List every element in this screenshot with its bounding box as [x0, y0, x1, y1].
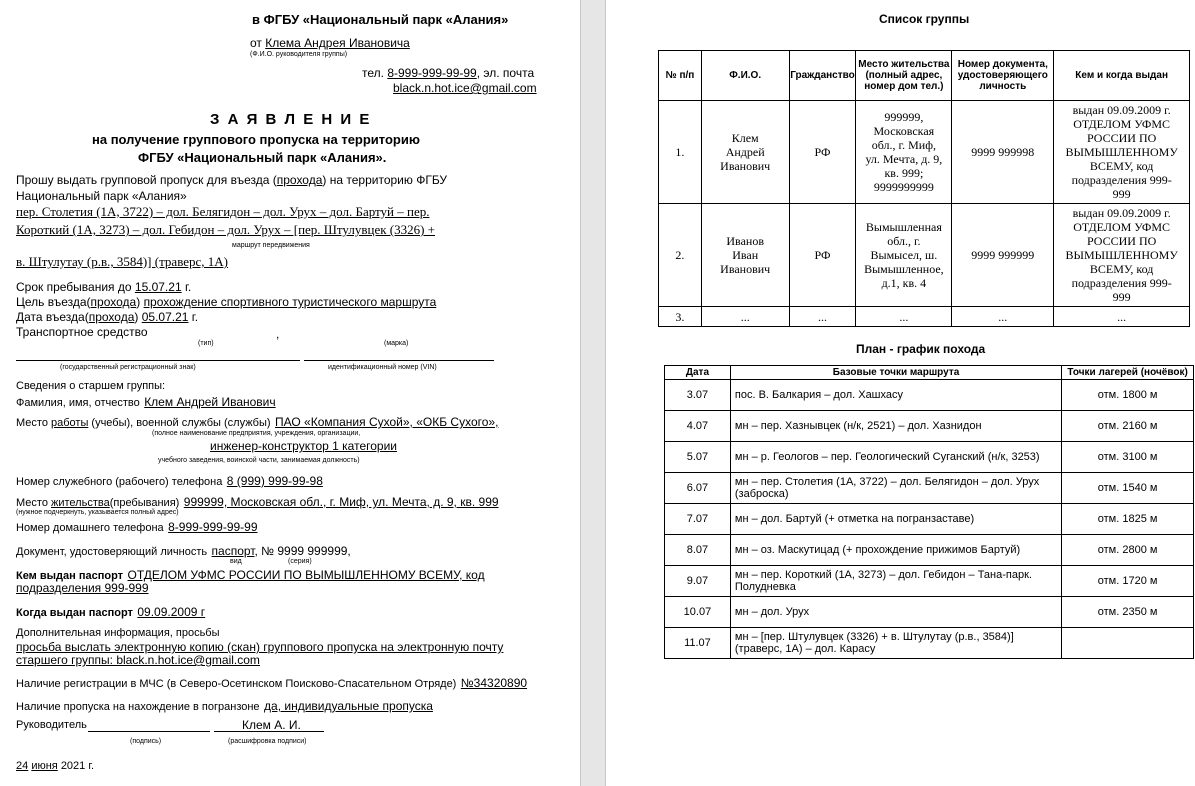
plan-route-cell: мн – [пер. Штулувцек (3326) + в. Штулутау (р.в., 3584)] (траверс, 1А) – дол. Карасу	[730, 628, 1061, 659]
route-caption: маршрут передвижения	[232, 242, 310, 249]
group-address-cell-line: Вымышленное,	[864, 262, 944, 276]
leader-info-label: Сведения о старшем группы:	[16, 380, 166, 392]
plan-camp-cell: отм. 1720 м	[1062, 566, 1194, 597]
group-address-cell-line: 9999999999	[873, 180, 934, 194]
group-issued-cell-line: ...	[1117, 309, 1127, 324]
plan-route-cell: мн – пер. Хазнывцек (н/к, 2521) – дол. Хазнидон	[730, 411, 1061, 442]
group-issued-cell-line: ОТДЕЛОМ УФМС	[1073, 117, 1171, 131]
group-address-cell-line: Московская	[873, 124, 935, 138]
vin-line	[304, 360, 494, 361]
home-phone-line: Номер домашнего телефона 8-999-999-99-99	[16, 520, 258, 534]
col-fio: Ф.И.О.	[701, 51, 789, 101]
col-address: Место жительства (полный адрес, номер дом тел.)	[856, 51, 952, 101]
group-issued-cell-line: РОССИИ ПО	[1086, 234, 1157, 248]
group-name-cell-line: Иванович	[720, 262, 771, 276]
work-line: Место работы (учебы), военной службы (службы) ПАО «Компания Сухой», «ОКБ Сухого»,	[16, 415, 499, 429]
plan-row	[665, 628, 1194, 659]
group-address-cell	[856, 307, 952, 327]
group-address-cell-line: 999999,	[884, 110, 924, 124]
plan-route-cell: мн – дол. Урух	[730, 597, 1061, 628]
work-caption-2: учебного заведения, воинской части, занимаемая должность)	[158, 457, 360, 464]
group-issued-cell-line: ВЫМЫШЛЕННОМУ	[1065, 248, 1178, 262]
doc-title: З А Я В Л Е Н И Е	[210, 111, 372, 128]
residence-line: Место жительства(пребывания) 999999, Московская обл., г. Миф, ул. Мечта, д. 9, кв. 999	[16, 495, 499, 509]
from-caption: (Ф.И.О. руководителя группы)	[250, 51, 348, 58]
route-line-3: в. Штулутау (р.в., 3584)] (траверс, 1А)	[16, 254, 229, 269]
route-line-1: пер. Столетия (1А, 3722) – дол. Белягидон – дол. Урух – дол. Бартуй – пер.	[16, 204, 430, 219]
reg-number-line	[16, 360, 300, 361]
plan-camp-cell	[1062, 628, 1194, 659]
plan-row	[665, 473, 1194, 504]
group-address-cell-line: ...	[899, 309, 909, 324]
signing-date: 24 июня 2021 г.	[16, 760, 95, 772]
group-address-cell-line: обл., г.	[887, 234, 921, 248]
group-name-cell	[701, 101, 789, 204]
signature-line	[88, 731, 210, 732]
head-name: Клем А. И.	[242, 718, 301, 732]
residence-value: 999999, Московская обл., г. Миф, ул. Мечта, д. 9, кв. 999	[183, 495, 499, 509]
transport-label: Транспортное средство	[16, 325, 148, 339]
plan-date-cell: 8.07	[665, 535, 731, 566]
plan-row	[665, 504, 1194, 535]
work-value: ПАО «Компания Сухой», «ОКБ Сухого»,	[275, 415, 499, 429]
plan-table	[664, 365, 1194, 659]
head-label: Руководитель	[16, 719, 87, 731]
tel-line: тел. 8-999-999-99-99, эл. почта	[362, 66, 535, 80]
plan-camp-cell: отм. 1825 м	[1062, 504, 1194, 535]
group-doc-cell: 9999 999999	[952, 204, 1054, 307]
col-doc: Номер документа, удостоверяющего личность	[952, 51, 1054, 101]
plan-route-cell: мн – оз. Маскутицад (+ прохождение прижимов Бартуй)	[730, 535, 1061, 566]
doc-series-caption: (серия)	[288, 558, 312, 565]
plan-camp-cell: отм. 2350 м	[1062, 597, 1194, 628]
group-issued-cell-line: ВЫМЫШЛЕННОМУ	[1065, 145, 1178, 159]
id-document-line: Документ, удостоверяющий личность паспорт, № 9999 999999,	[16, 544, 351, 558]
sign-caption: (подпись)	[130, 738, 162, 745]
group-name-cell-line: ...	[740, 309, 750, 324]
plan-title: План - график похода	[856, 342, 986, 356]
plan-camp-cell: отм. 2160 м	[1062, 411, 1194, 442]
plan-date-cell: 10.07	[665, 597, 731, 628]
extra-line-1: просьба выслать электронную копию (скан) группового пропуска на электронную почту	[16, 640, 504, 654]
work-caption-1: (полное наименование предприятия, учреждения, организации,	[152, 430, 361, 437]
group-address-cell-line: Вымысел, ш.	[870, 248, 938, 262]
group-issued-cell	[1054, 307, 1190, 327]
plan-col-date: Дата	[665, 366, 731, 380]
border-pass-line: Наличие пропуска на нахождение в погранзоне да, индивидуальные пропуска	[16, 699, 433, 713]
group-issued-cell-line: подразделения 999-	[1071, 276, 1172, 290]
plan-row	[665, 566, 1194, 597]
group-page	[606, 0, 1195, 786]
group-name-cell-line: Иванов	[726, 234, 764, 248]
group-issued-cell-line: 999	[1112, 187, 1131, 201]
decode-caption: (расшифровка подписи)	[228, 738, 307, 745]
plan-camp-cell: отм. 1800 м	[1062, 380, 1194, 411]
col-num: № п/п	[659, 51, 702, 101]
mchs-line: Наличие регистрации в МЧС (в Северо-Осетинском Поисково-Спасательном Отряде) №34320890	[16, 676, 528, 690]
group-issued-cell-line: выдан 09.09.2009 г.	[1072, 206, 1171, 220]
plan-date-cell: 7.07	[665, 504, 731, 535]
plan-col-route: Базовые точки маршрута	[730, 366, 1061, 380]
plan-route-cell: мн – пер. Столетия (1А, 3722) – дол. Белягидон – дол. Урух (заброска)	[730, 473, 1061, 504]
purpose-line: Цель въезда(прохода) прохождение спортивного туристического маршрута	[16, 295, 437, 309]
group-name-cell-line: Иван	[732, 248, 759, 262]
col-citizenship: Гражданство	[789, 51, 856, 101]
group-name-cell-line: Клем	[731, 131, 759, 145]
group-address-cell	[856, 101, 952, 204]
plan-date-cell: 5.07	[665, 442, 731, 473]
transport-comma: ,	[276, 327, 280, 341]
group-row	[659, 307, 1190, 327]
extra-line-2: старшего группы: black.n.hot.ice@gmail.com	[16, 653, 260, 667]
issued-when-line: Когда выдан паспорт 09.09.2009 г	[16, 605, 206, 619]
tel-value: 8-999-999-99-99	[387, 66, 477, 80]
doc-subtitle-2: ФГБУ «Национальный парк «Алания».	[138, 150, 387, 165]
plan-date-cell: 3.07	[665, 380, 731, 411]
plan-date-cell: 4.07	[665, 411, 731, 442]
residence-caption: (нужное подчеркнуть, указывается полный адрес)	[16, 509, 179, 516]
fio-line: Фамилия, имя, отчество Клем Андрей Иванович	[16, 395, 276, 409]
page-gap	[580, 0, 606, 786]
group-citizenship-cell: РФ	[789, 101, 856, 204]
brand-caption: (марка)	[384, 340, 409, 347]
issued-by-line-2: подразделения 999-999	[16, 581, 149, 595]
group-address-cell	[856, 204, 952, 307]
plan-camp-cell: отм. 3100 м	[1062, 442, 1194, 473]
from-name: Клема Андрея Ивановича	[265, 36, 410, 50]
group-name-cell	[701, 307, 789, 327]
header-to: в ФГБУ «Национальный парк «Алания»	[252, 12, 509, 27]
plan-table-header	[665, 366, 1194, 380]
fio-value: Клем Андрей Иванович	[144, 395, 276, 409]
group-issued-cell-line: РОССИИ ПО	[1086, 131, 1157, 145]
group-address-cell-line: кв. 999;	[884, 166, 924, 180]
type-caption: (тип)	[198, 340, 214, 347]
plan-camp-cell: отм. 2800 м	[1062, 535, 1194, 566]
position-value: инженер-конструктор 1 категории	[210, 439, 397, 453]
group-issued-cell-line: ОТДЕЛОМ УФМС	[1073, 220, 1171, 234]
plan-date-cell: 11.07	[665, 628, 731, 659]
group-row	[659, 204, 1190, 307]
group-name-cell-line: Иванович	[720, 159, 771, 173]
group-issued-cell	[1054, 204, 1190, 307]
stay-line: Срок пребывания до 15.07.21 г.	[16, 280, 192, 294]
plan-route-cell: мн – р. Геологов – пер. Геологический Суганский (н/к, 3253)	[730, 442, 1061, 473]
col-issued: Кем и когда выдан	[1054, 51, 1190, 101]
doc-subtitle-1: на получение группового пропуска на территорию	[92, 132, 420, 147]
group-name-cell-line: Андрей	[725, 145, 765, 159]
plan-route-cell: мн – пер. Короткий (1А, 3273) – дол. Гебидон – Тана-парк. Полудневка	[730, 566, 1061, 597]
plan-date-cell: 6.07	[665, 473, 731, 504]
group-num-cell: 1.	[659, 101, 702, 204]
group-citizenship-cell: ...	[789, 307, 856, 327]
plan-row	[665, 535, 1194, 566]
issued-by-line: Кем выдан паспорт ОТДЕЛОМ УФМС РОССИИ ПО ВЫМЫШЛЕННОМУ ВСЕМУ, код	[16, 568, 485, 582]
group-issued-cell-line: 999	[1112, 290, 1131, 304]
group-issued-cell-line: ВСЕМУ, код	[1089, 159, 1154, 173]
work-phone-line: Номер служебного (рабочего) телефона 8 (999) 999-99-98	[16, 474, 323, 488]
plan-route-cell: пос. В. Балкария – дол. Хашхасу	[730, 380, 1061, 411]
plan-col-camp: Точки лагерей (ночёвок)	[1062, 366, 1194, 380]
route-line-2: Короткий (1А, 3273) – дол. Гебидон – дол. Урух – [пер. Штулувцек (3326) +	[16, 222, 436, 237]
group-address-cell-line: обл., г. Миф,	[871, 138, 936, 152]
group-doc-cell: ...	[952, 307, 1054, 327]
application-page	[0, 0, 580, 786]
group-row	[659, 101, 1190, 204]
decode-line	[214, 731, 324, 732]
entry-date-line: Дата въезда(прохода) 05.07.21 г.	[16, 310, 199, 324]
plan-camp-cell: отм. 1540 м	[1062, 473, 1194, 504]
group-doc-cell: 9999 999998	[952, 101, 1054, 204]
group-table-header	[659, 51, 1190, 101]
group-address-cell-line: ул. Мечта, д. 9,	[865, 152, 943, 166]
group-address-cell-line: Вымышленная	[865, 220, 942, 234]
plan-date-cell: 9.07	[665, 566, 731, 597]
group-issued-cell	[1054, 101, 1190, 204]
group-num-cell: 3.	[659, 307, 702, 327]
group-table	[658, 50, 1190, 327]
request-line-2: Национальный парк «Алания»	[16, 189, 187, 203]
plan-row	[665, 380, 1194, 411]
request-line-1: Прошу выдать групповой пропуск для въезда (прохода) на территорию ФГБУ	[16, 173, 448, 187]
plan-row	[665, 597, 1194, 628]
group-issued-cell-line: подразделения 999-	[1071, 173, 1172, 187]
group-issued-cell-line: ВСЕМУ, код	[1089, 262, 1154, 276]
plan-row	[665, 442, 1194, 473]
plan-route-cell: мн – дол. Бартуй (+ отметка на погранзаставе)	[730, 504, 1061, 535]
group-issued-cell-line: выдан 09.09.2009 г.	[1072, 103, 1171, 117]
doc-kind-caption: вид	[230, 558, 242, 565]
group-list-title: Список группы	[879, 12, 970, 26]
plan-row	[665, 411, 1194, 442]
group-citizenship-cell: РФ	[789, 204, 856, 307]
extra-label: Дополнительная информация, просьбы	[16, 627, 220, 639]
group-address-cell-line: д.1, кв. 4	[881, 276, 927, 290]
reg-caption: (государственный регистрационный знак)	[60, 364, 196, 371]
email-value: black.n.hot.ice@gmail.com	[393, 81, 537, 95]
from-line: от Клема Андрея Ивановича	[250, 36, 410, 50]
vin-caption: идентификационный номер (VIN)	[328, 364, 437, 371]
group-name-cell	[701, 204, 789, 307]
group-num-cell: 2.	[659, 204, 702, 307]
